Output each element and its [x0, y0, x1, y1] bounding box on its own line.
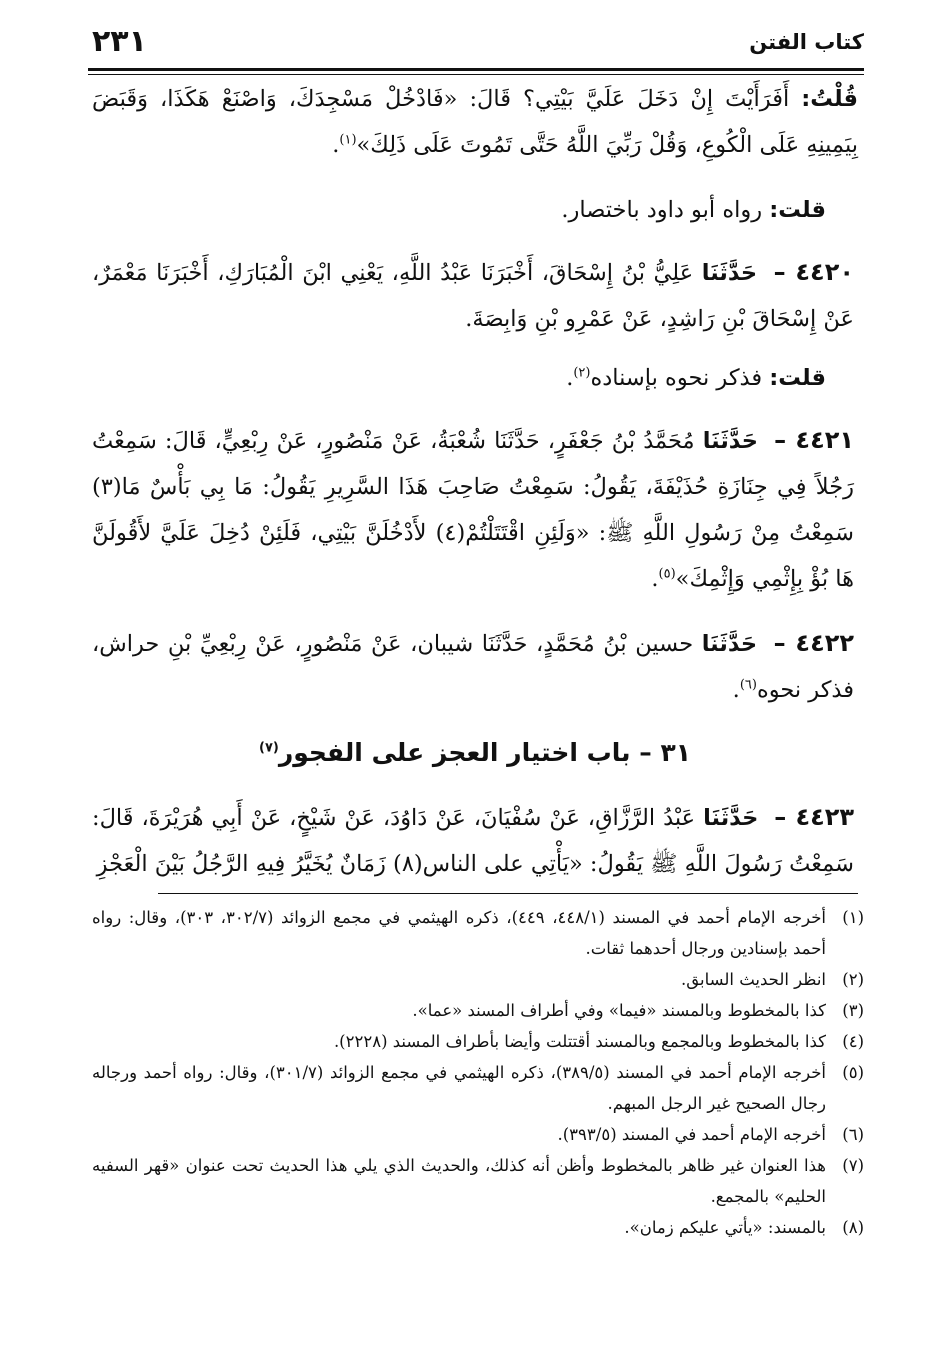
hadith-4423: [92, 794, 858, 887]
block-text: حسين بْنُ مُحَمَّدٍ، حَدَّثَنَا شيبان، عَنْ مَنْصُورٍ، عَنْ رِبْعِيِّ بْنِ حراش، فذكر نحوه: [92, 631, 854, 703]
block-label: حَدَّثَنَا: [701, 631, 758, 657]
footnote: [92, 902, 864, 964]
footnote-number: (١): [842, 908, 864, 927]
block-text: عَبْدُ الرَّزَّاقِ، عَنْ سُفْيَانَ، عَنْ دَاوُدَ، عَنْ شَيْخٍ، عَنْ أَبِي هُرَيْرَةَ، قَالَ: سَمِعْتُ رَسُولَ اللَّهِ ﷺ يَقُولُ: «يَأْتِي على الناس(٨) زَمَانٌ يُخَيَّرُ فِيهِ الرَّجُلُ بَيْنَ الْعَجْزِ: [92, 805, 854, 877]
chapter-heading: [92, 733, 858, 773]
hadith-number: ٤٤٢١ –: [774, 426, 855, 454]
block-text: رواه أبو داود باختصار.: [561, 197, 763, 223]
footnote: [92, 1150, 864, 1212]
footnote-text: بالمسند: «يأتي عليكم زمان».: [624, 1218, 826, 1237]
footnote-text: هذا العنوان غير ظاهر بالمخطوط وأظن أنه كذلك، والحديث الذي يلي هذا الحديث تحت عنوان «قهر السفيه الحليم» بالمجمع.: [92, 1156, 826, 1206]
block-text: فذكر نحوه بإسناده: [590, 365, 763, 391]
hadith-number: ٤٤٢٠ –: [773, 258, 854, 286]
footnote: [92, 964, 864, 995]
block-label: قُلْتُ:: [801, 86, 858, 112]
footnote-ref: (١): [339, 132, 357, 148]
hadith-number: ٤٤٢٢ –: [773, 629, 855, 657]
footnote-text: أخرجه الإمام أحمد في المسند (٤٤٨/١، ٤٤٩)، ذكره الهيثمي في مجمع الزوائد (٣٠٢/٧، ٣٠٣)، وقال: رواه أحمد بإسنادين ورجال أحدهما ثقات.: [92, 908, 826, 958]
block-tail: .: [566, 365, 574, 391]
footnote-separator: [158, 893, 858, 894]
footnote-number: (٥): [842, 1063, 864, 1082]
block-label: قلت:: [769, 197, 826, 223]
block-tail: .: [651, 566, 659, 592]
footnote-number: (٤): [842, 1032, 864, 1051]
footnote: [92, 1026, 864, 1057]
chapter-heading-text: ٣١ – باب اختيار العجز على الفجور: [278, 738, 691, 767]
footnote: [92, 995, 864, 1026]
footnotes: [92, 902, 864, 1243]
footnote-text: كذا بالمخطوط وبالمجمع وبالمسند أقتتلت وأيضا بأطراف المسند (٢٢٢٨).: [333, 1032, 826, 1051]
block-label: حَدَّثَنَا: [701, 260, 758, 286]
footnote-text: كذا بالمخطوط وبالمسند «فيما» وفي أطراف المسند «عما».: [412, 1001, 826, 1020]
running-title: كتاب الفتن: [749, 30, 864, 54]
comment-block: [92, 355, 858, 401]
block-tail: .: [732, 677, 740, 703]
footnote-number: (٨): [842, 1218, 864, 1237]
page-number: ٢٣١: [92, 24, 147, 59]
block-label: حَدَّثَنَا: [702, 428, 758, 454]
hadith-4421: [92, 417, 858, 602]
text-block: [92, 76, 858, 168]
footnote-text: أخرجه الإمام أحمد في المسند (٣٩٣/٥).: [557, 1125, 826, 1144]
footnote-number: (٦): [842, 1125, 864, 1144]
block-text: عَلِيُّ بْنُ إِسْحَاقَ، أَخْبَرَنَا عَبْدُ اللَّهِ، يَعْنِي ابْنَ الْمُبَارَكِ، أَخْبَرَنَا مَعْمَرٌ، عَنْ إِسْحَاقَ بْنِ رَاشِدٍ، عَنْ عَمْرِو بْنِ وَابِصَةَ.: [92, 260, 854, 332]
comment-block: [92, 187, 858, 233]
footnote-text: أخرجه الإمام أحمد في المسند (٣٨٩/٥)، ذكره الهيثمي في مجمع الزوائد (٣٠١/٧)، وقال: رواه أحمد ورجاله رجال الصحيح غير الرجل المبهم.: [92, 1063, 826, 1113]
block-label: حَدَّثَنَا: [703, 805, 759, 831]
block-label: قلت:: [769, 365, 826, 391]
footnote-text: انظر الحديث السابق.: [681, 970, 826, 989]
footnote: [92, 1057, 864, 1119]
footnote-number: (٣): [842, 1001, 864, 1020]
header-rule-thick: [88, 68, 864, 71]
footnote-number: (٧): [842, 1156, 864, 1175]
footnote-ref: (٦): [739, 677, 757, 693]
footnote-ref: (٥): [658, 566, 676, 582]
footnote-number: (٢): [842, 970, 864, 989]
footnote-ref: (٧): [258, 740, 279, 756]
block-tail: .: [332, 132, 340, 158]
hadith-4422: [92, 620, 858, 713]
footnote-ref: (٢): [573, 365, 591, 381]
header-rule-thin: [88, 74, 864, 75]
block-text: أَفَرَأَيْتَ إِنْ دَخَلَ عَلَيَّ بَيْتِي؟ قَالَ: «فَادْخُلْ مَسْجِدَكَ، وَاصْنَعْ هَكَذَا، وَقَبَضَ بِيَمِينِهِ عَلَى الْكُوعِ، وَقُلْ رَبِّيَ اللَّهُ حَتَّى تَمُوتَ عَلَى ذَلِكَ»: [92, 86, 858, 158]
running-header: [88, 22, 864, 66]
footnote: [92, 1119, 864, 1150]
hadith-4420: [92, 249, 858, 342]
block-text: مُحَمَّدُ بْنُ جَعْفَرٍ، حَدَّثَنَا شُعْبَةُ، عَنْ مَنْصُورٍ، عَنْ رِبْعِيٍّ، قَالَ: سَمِعْتُ رَجُلاً فِي جِنَازَةِ حُذَيْفَةَ، يَقُولُ: سَمِعْتُ صَاحِبَ هَذَا السَّرِيرِ يَقُولُ: مَا بِي بَأْسٌ مَا(٣) سَمِعْتُ مِنْ رَسُولِ اللَّهِ ﷺ: «وَلَئِنِ اقْتَتَلْتُمْ(٤) لأَدْخُلَنَّ بَيْتِي، فَلَئِنْ دُخِلَ عَلَيَّ لأَقُولَنَّ هَا بُؤْ بِإِثْمِي وَإِثْمِكَ»: [92, 428, 854, 592]
footnote: [92, 1212, 864, 1243]
hadith-number: ٤٤٢٣ –: [774, 803, 855, 831]
